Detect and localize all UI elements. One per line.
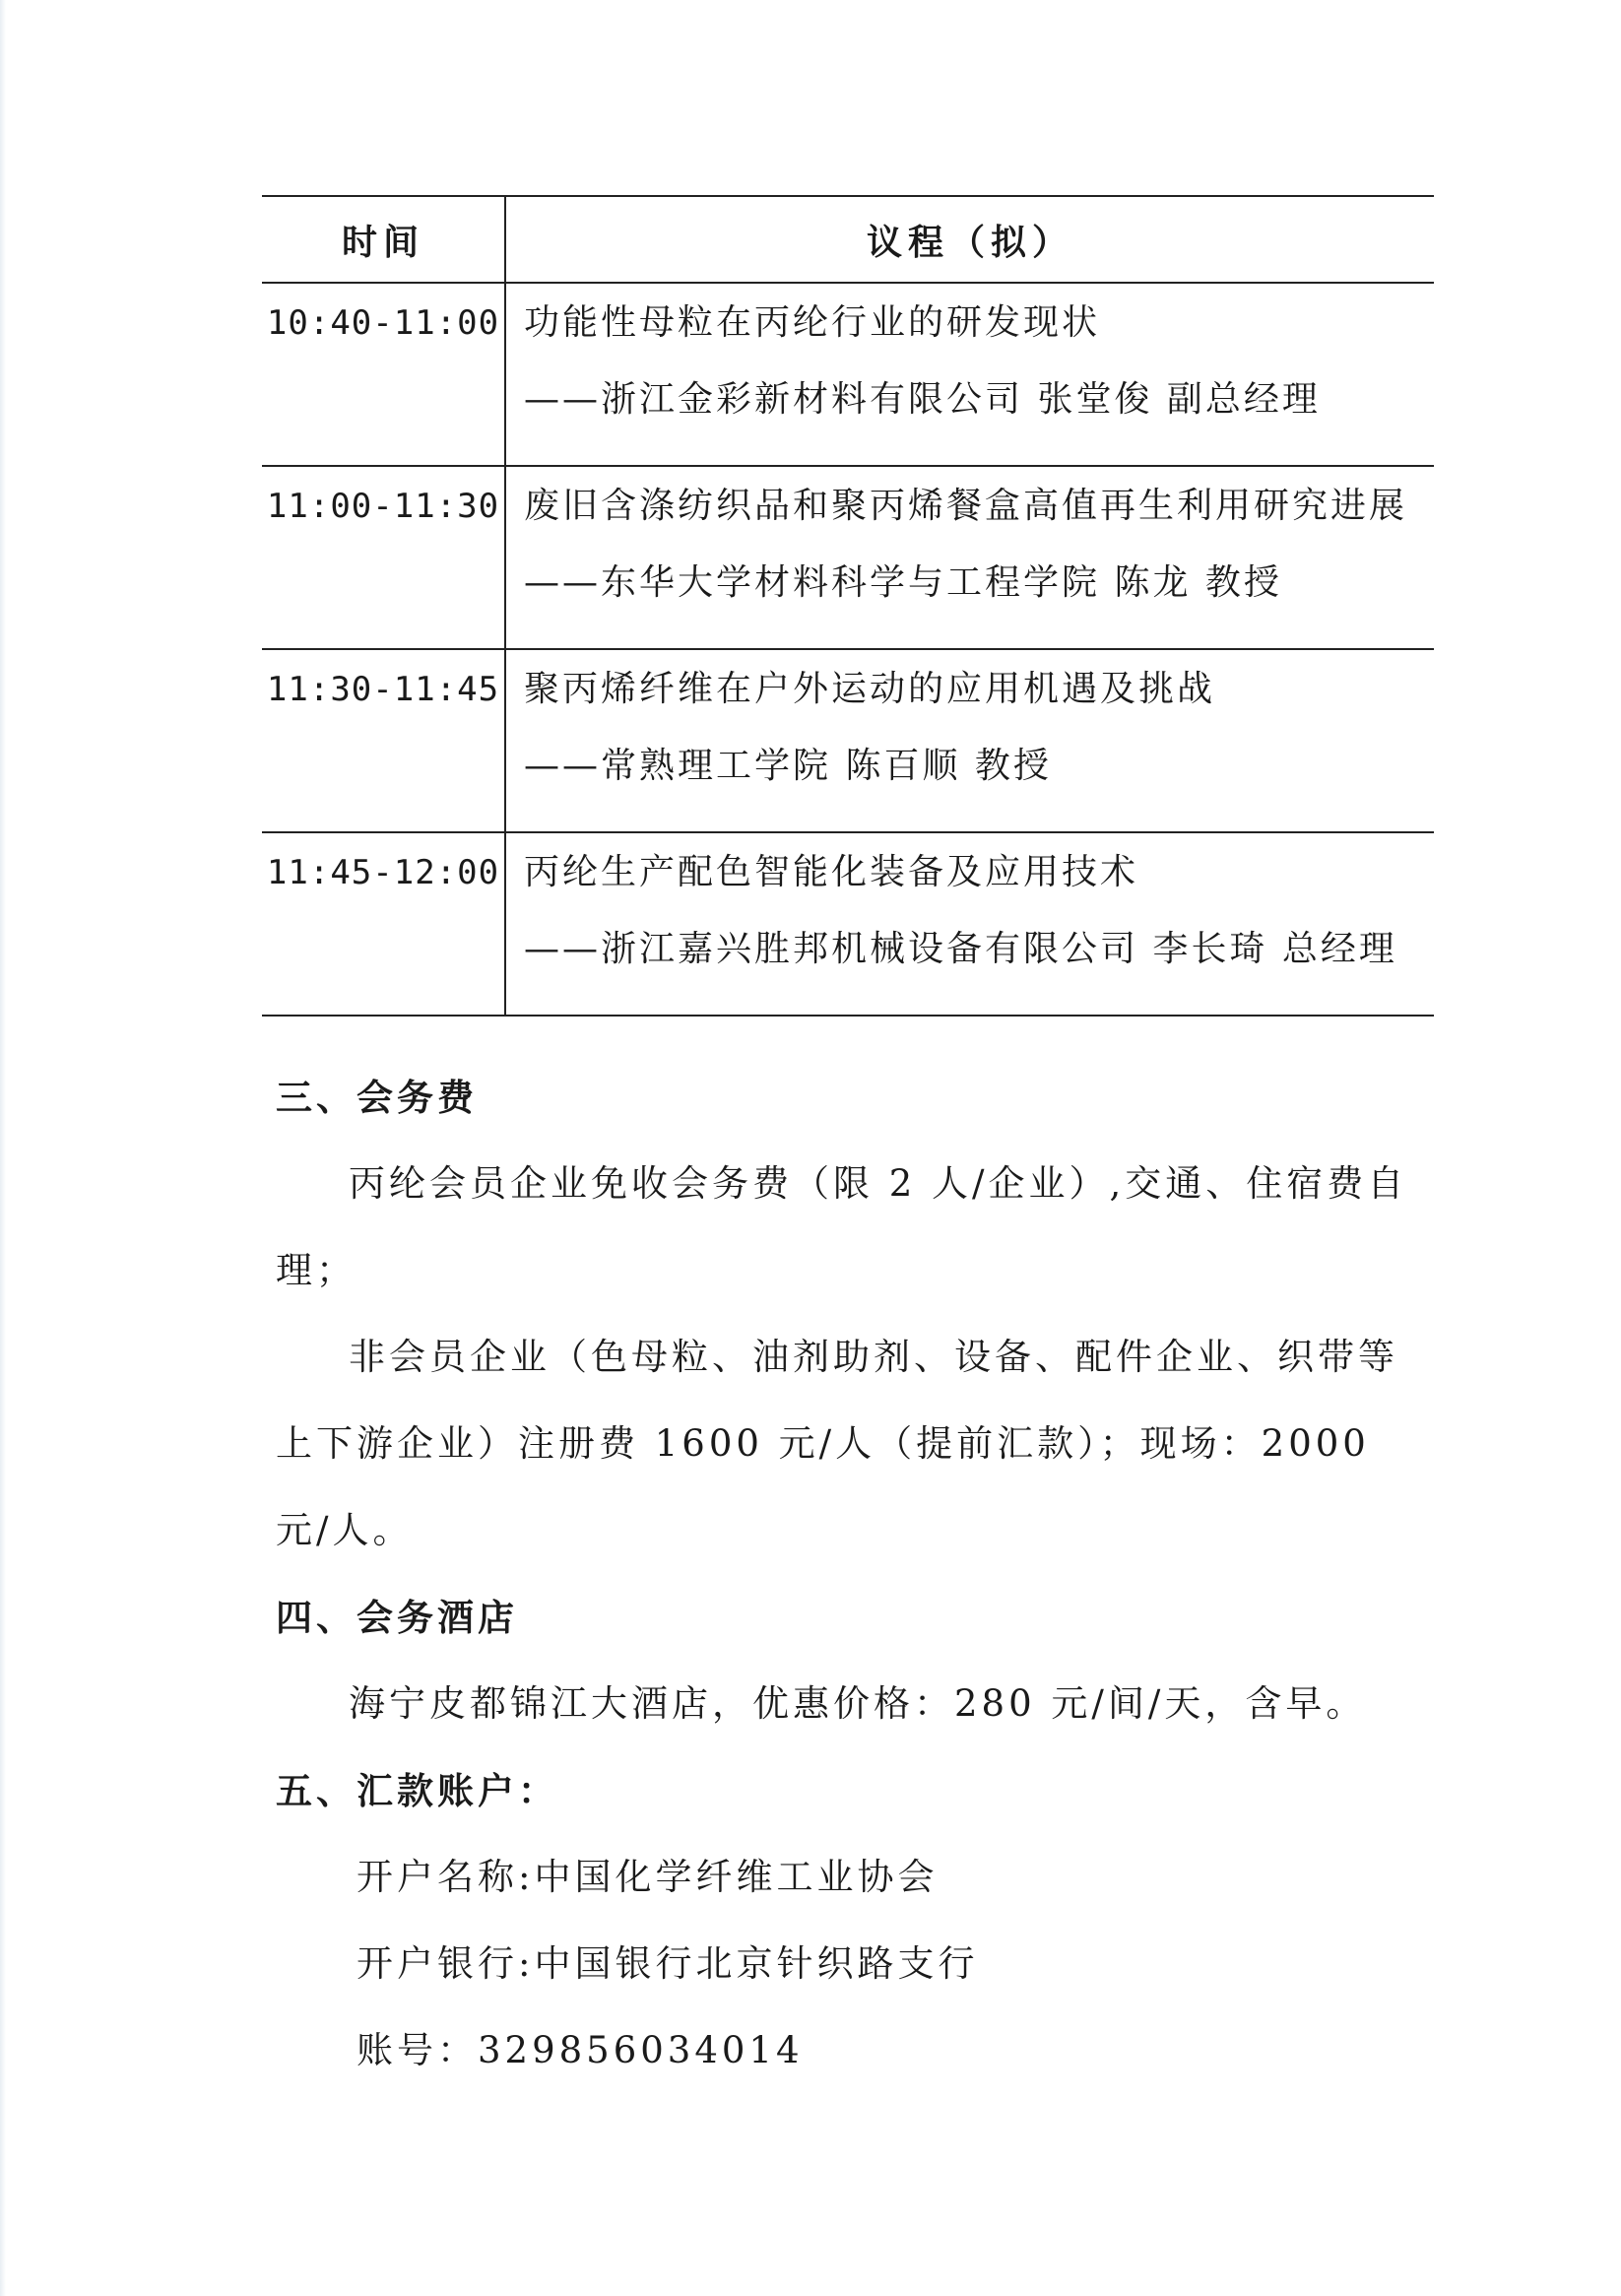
agenda-topic: 聚丙烯纤维在户外运动的应用机遇及挑战 <box>524 669 1216 709</box>
agenda-time: 11:30-11:45 <box>262 649 505 832</box>
agenda-time: 10:40-11:00 <box>262 283 505 466</box>
document-body <box>276 1054 1428 2094</box>
account-name: 开户名称:中国化学纤维工业协会 <box>357 1856 939 1898</box>
header-time: 时间 <box>262 196 505 283</box>
agenda-time: 11:45-12:00 <box>262 832 505 1016</box>
hotel-text: 海宁皮都锦江大酒店，优惠价格：280 元/间/天，含早。 <box>349 1682 1367 1725</box>
member-fee-text: 丙纶会员企业免收会务费（限 2 人/企业）,交通、住宿费自理； <box>276 1162 1408 1291</box>
agenda-row <box>262 466 1434 649</box>
agenda-item <box>505 283 1434 466</box>
agenda-speaker: ——东华大学材料科学与工程学院 陈龙 教授 <box>524 562 1282 603</box>
agenda-topic: 丙纶生产配色智能化装备及应用技术 <box>524 852 1139 892</box>
agenda-item <box>505 832 1434 1016</box>
agenda-header-row <box>262 196 1434 283</box>
agenda-row <box>262 649 1434 832</box>
scan-edge <box>0 0 6 2296</box>
hotel-heading: 四、会务酒店 <box>276 1596 518 1639</box>
account-number: 账号：329856034014 <box>357 2029 804 2071</box>
header-agenda: 议程（拟） <box>505 196 1434 283</box>
agenda-speaker: ——常熟理工学院 陈百顺 教授 <box>524 746 1052 786</box>
agenda-speaker: ——浙江嘉兴胜邦机械设备有限公司 李长琦 总经理 <box>524 929 1397 969</box>
agenda-row <box>262 283 1434 466</box>
account-heading: 五、汇款账户： <box>276 1769 558 1812</box>
fees-heading: 三、会务费 <box>276 1076 478 1119</box>
agenda-table <box>262 195 1434 1017</box>
agenda-time: 11:00-11:30 <box>262 466 505 649</box>
account-bank: 开户银行:中国银行北京针织路支行 <box>357 1942 979 1985</box>
agenda-item <box>505 466 1434 649</box>
agenda-item <box>505 649 1434 832</box>
agenda-speaker: ——浙江金彩新材料有限公司 张堂俊 副总经理 <box>524 379 1321 420</box>
nonmember-fee-text: 非会员企业（色母粒、油剂助剂、设备、配件企业、织带等上下游企业）注册费 1600 元/人（提前汇款）；现场：2000 元/人。 <box>276 1336 1398 1551</box>
agenda-row <box>262 832 1434 1016</box>
agenda-topic: 废旧含涤纺织品和聚丙烯餐盒高值再生利用研究进展 <box>524 486 1408 526</box>
agenda-topic: 功能性母粒在丙纶行业的研发现状 <box>524 302 1101 343</box>
